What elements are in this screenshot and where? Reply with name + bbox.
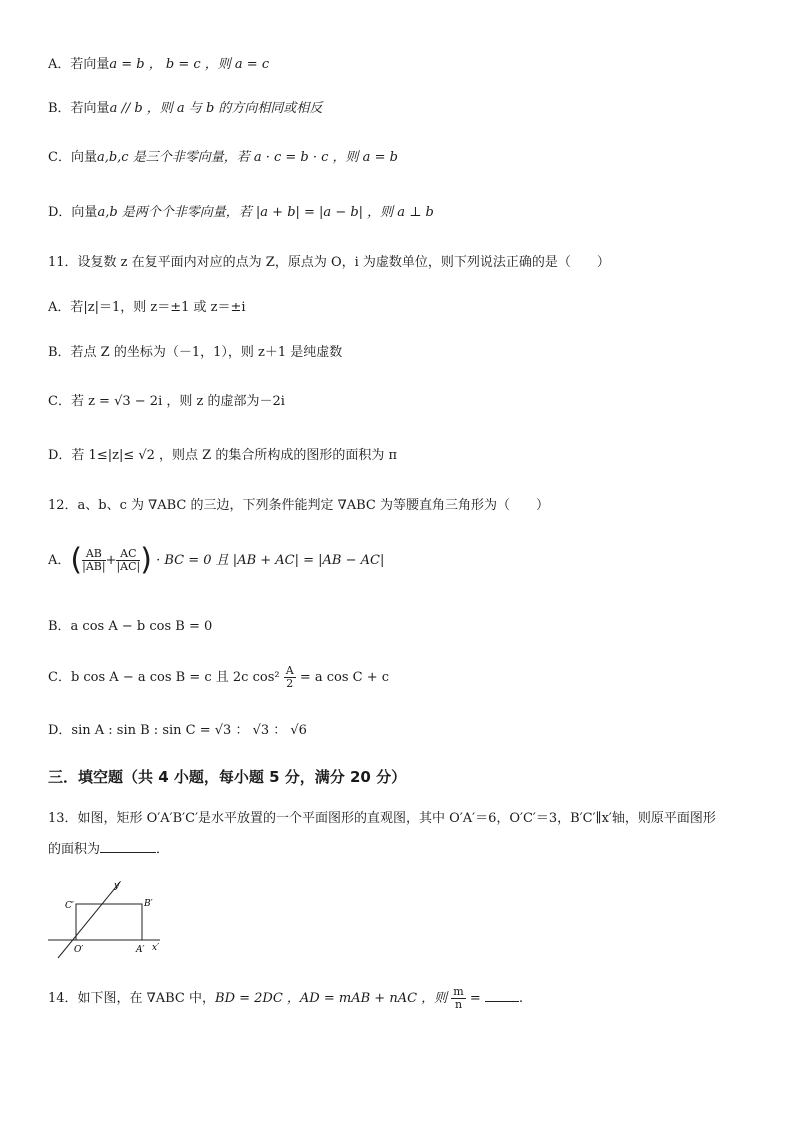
fraction-m-over-n xyxy=(451,986,465,1011)
rectangle-shape xyxy=(76,904,142,940)
q12-option-b: B．a cos A − b cos B = 0 xyxy=(48,619,213,634)
q12-option-a-math: · BC = 0 且 |AB + AC| = |AB − AC| xyxy=(156,553,385,568)
q11-option-a: A．若|z|＝1，则 z＝±1 或 z＝±i xyxy=(48,300,246,315)
q10-option-d-label: D．向量 xyxy=(48,205,98,220)
label-x: x′ xyxy=(152,943,160,953)
q11-option-d: D．若 1≤|z|≤ √2 ，则点 Z 的集合所构成的图形的面积为 π xyxy=(48,448,398,463)
fraction-ab-den: |AB| xyxy=(82,560,106,573)
fraction-m: m xyxy=(453,985,464,998)
q12-option-c-right: = a cos C + c xyxy=(299,670,390,685)
q12-option-c xyxy=(48,665,389,690)
q11-option-b: B．若点 Z 的坐标为（－1，1），则 z＋1 是纯虚数 xyxy=(48,345,343,360)
label-y: y′ xyxy=(114,881,122,891)
fraction-n: n xyxy=(454,998,463,1011)
fraction-den: 2 xyxy=(286,677,294,690)
q10-option-a xyxy=(48,56,269,74)
q10-option-b xyxy=(48,100,322,118)
q11-stem: 11．设复数 z 在复平面内对应的点为 Z，原点为 O，i 为虚数单位，则下列说法正确的是（ ） xyxy=(48,255,610,270)
q14-eq: = xyxy=(469,991,481,1006)
q13-line2-text: 的面积为 xyxy=(48,842,101,857)
q12-option-c-left: C．b cos A − a cos B = c 且 2c cos² xyxy=(48,670,280,685)
answer-blank-q14 xyxy=(485,989,519,1002)
q12-option-a: A．( $\frac{AB}{|AB|}$ + $\frac{AC}{|AC|}$ ) · BC = 0 且 |AB + AC| = |AB − AC| xyxy=(48,542,385,578)
q12-option-a-label: A． xyxy=(48,553,71,568)
q10-option-c-math: a,b,c 是三个非零向量，若 a · c = b · c ，则 a = b xyxy=(96,150,398,165)
section-title: 三．填空题（共 4 小题，每小题 5 分，满分 20 分） xyxy=(48,768,407,786)
q14-math: BD = 2DC ，AD = mAB + nAC ，则 xyxy=(215,991,448,1006)
answer-blank xyxy=(100,840,156,853)
fraction-ac-num: AC xyxy=(116,548,140,561)
fraction-a-over-2 xyxy=(284,665,296,690)
fraction-ab-num: AB xyxy=(82,548,105,561)
y-axis-line xyxy=(58,882,120,958)
q10-option-a-label: A．若向量 xyxy=(48,57,110,72)
q13-end: ． xyxy=(156,842,170,857)
label-b: B′ xyxy=(144,899,153,909)
q13-line2 xyxy=(48,840,169,859)
q10-option-d-math: a,b 是两个个非零向量，若 |a + b| = |a − b| ，则 a ⊥ b xyxy=(97,205,434,220)
label-o: O′ xyxy=(74,945,84,955)
q12-option-d: D．sin A : sin B : sin C = √3 ： √3 ： √6 xyxy=(48,723,307,738)
q10-option-b-label: B．若向量 xyxy=(48,101,110,116)
label-a: A′ xyxy=(136,945,145,955)
label-c: C′ xyxy=(65,901,74,911)
q10-option-c-label: C．向量 xyxy=(48,150,97,165)
right-paren: ) xyxy=(140,542,152,578)
left-paren: ( xyxy=(70,542,83,578)
q13-line1: 13．如图，矩形 O′A′B′C′是水平放置的一个平面图形的直观图，其中 O′A′＝6，O′C′＝3，B′C′∥x′轴，则原平面图形 xyxy=(48,811,716,826)
fraction-ab xyxy=(82,548,105,573)
q10-option-c xyxy=(48,149,398,167)
fraction-ac xyxy=(116,548,140,573)
oblique-rectangle-figure xyxy=(44,878,174,962)
q10-option-b-math: a // b ，则 a 与 b 的方向相同或相反 xyxy=(109,101,323,116)
q14 xyxy=(48,986,523,1011)
q11-option-c: C．若 z = √3 − 2i ，则 z 的虚部为－2i xyxy=(48,394,285,409)
q14-prefix: 14．如下图，在 ∇ABC 中， xyxy=(48,991,216,1006)
q12-stem: 12．a、b、c 为 ∇ABC 的三边，下列条件能判定 ∇ABC 为等腰直角三角形为（ ） xyxy=(48,498,549,513)
q10-option-d xyxy=(48,204,434,222)
q10-option-a-math: a = b ， b = c ，则 a = c xyxy=(109,57,270,72)
fraction-ac-den: |AC| xyxy=(116,560,141,573)
q14-end: . xyxy=(518,991,524,1006)
fraction-num: A xyxy=(285,664,294,677)
